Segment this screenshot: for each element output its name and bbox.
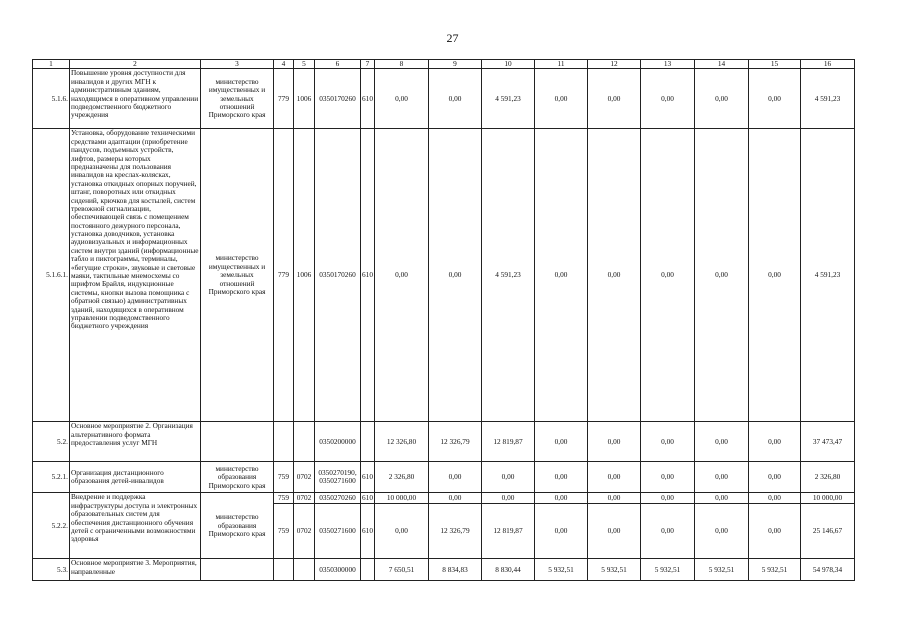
row-org: министерство образования Приморского края <box>201 462 274 493</box>
cell-value: 0,00 <box>375 69 429 129</box>
cell-value: 0,00 <box>482 493 535 504</box>
cell-value: 0,00 <box>429 493 482 504</box>
cell-value: 12 326,80 <box>375 422 429 462</box>
cell-value: 12 326,79 <box>429 504 482 559</box>
cell-value: 5 932,51 <box>588 559 641 581</box>
cell-target-code: 0350270190, 0350271600 <box>315 462 361 493</box>
cell-total: 4 591,23 <box>801 129 855 422</box>
cell-value: 12 819,87 <box>482 422 535 462</box>
column-header: 8 <box>375 60 429 69</box>
cell-target-code: 0350170260 <box>315 69 361 129</box>
column-header: 3 <box>201 60 274 69</box>
cell-section-code: 1006 <box>294 69 315 129</box>
column-header: 12 <box>588 60 641 69</box>
cell-total: 25 146,67 <box>801 504 855 559</box>
cell-value: 0,00 <box>695 69 749 129</box>
cell-value: 0,00 <box>535 504 588 559</box>
row-id: 5.2.2. <box>33 493 70 559</box>
cell-admin-code: 759 <box>274 504 294 559</box>
row-name: Основное мероприятие 3. Мероприятия, направленные <box>70 559 201 581</box>
cell-value: 4 591,23 <box>482 69 535 129</box>
cell-expense-type: 610 <box>361 504 375 559</box>
cell-total: 4 591,23 <box>801 69 855 129</box>
cell-expense-type: 610 <box>361 129 375 422</box>
cell-value: 0,00 <box>535 69 588 129</box>
cell-value: 0,00 <box>588 493 641 504</box>
cell-value: 8 834,83 <box>429 559 482 581</box>
row-org: министерство имущественных и земельных отношений Приморского края <box>201 129 274 422</box>
cell-target-code: 0350270260 <box>315 493 361 504</box>
cell-total: 54 978,34 <box>801 559 855 581</box>
cell-value: 0,00 <box>375 129 429 422</box>
row-org <box>201 559 274 581</box>
table-row <box>33 462 855 493</box>
cell-value: 0,00 <box>482 462 535 493</box>
column-header: 9 <box>429 60 482 69</box>
cell-value: 0,00 <box>588 504 641 559</box>
cell-value: 0,00 <box>695 129 749 422</box>
cell-value: 0,00 <box>429 462 482 493</box>
cell-expense-type <box>361 559 375 581</box>
cell-admin-code <box>274 559 294 581</box>
cell-value: 0,00 <box>641 504 695 559</box>
cell-admin-code: 759 <box>274 462 294 493</box>
cell-value: 0,00 <box>535 462 588 493</box>
row-id: 5.2. <box>33 422 70 462</box>
cell-expense-type: 610 <box>361 462 375 493</box>
cell-target-code: 0350271600 <box>315 504 361 559</box>
column-header: 6 <box>315 60 361 69</box>
cell-value: 0,00 <box>695 462 749 493</box>
column-header: 11 <box>535 60 588 69</box>
column-header: 1 <box>33 60 70 69</box>
column-header: 15 <box>749 60 801 69</box>
cell-value: 12 326,79 <box>429 422 482 462</box>
cell-section-code <box>294 559 315 581</box>
column-header: 16 <box>801 60 855 69</box>
cell-value: 0,00 <box>535 129 588 422</box>
cell-total: 2 326,80 <box>801 462 855 493</box>
cell-value: 0,00 <box>641 69 695 129</box>
row-org: министерство имущественных и земельных отношений Приморского края <box>201 69 274 129</box>
page-number: 27 <box>446 31 459 45</box>
cell-value: 10 000,00 <box>375 493 429 504</box>
cell-value: 0,00 <box>695 422 749 462</box>
cell-section-code <box>294 422 315 462</box>
cell-value: 0,00 <box>749 504 801 559</box>
cell-total: 10 000,00 <box>801 493 855 504</box>
row-org <box>201 422 274 462</box>
table-row <box>33 69 855 129</box>
cell-value: 7 650,51 <box>375 559 429 581</box>
cell-value: 0,00 <box>641 493 695 504</box>
cell-value: 5 932,51 <box>641 559 695 581</box>
cell-section-code: 0702 <box>294 493 315 504</box>
column-header: 13 <box>641 60 695 69</box>
cell-value: 0,00 <box>429 69 482 129</box>
column-header: 5 <box>294 60 315 69</box>
row-name: Основное мероприятие 2. Организация альтернативного формата предоставления услуг МГН <box>70 422 201 462</box>
cell-expense-type: 610 <box>362 493 373 503</box>
table-row <box>33 493 855 504</box>
row-name: Установка, оборудование техническими средствами адаптации (приобретение пандусов, подъемных устройств, лифтов, размеры которых предназначены для пользования инвалидов на креслах-колясках, установка откидных опорных поручней, штанг, поворотных или откидных сидений, крючков для костылей, систем тревожной сигнализации, обеспечивающей связь с помещением постоянного дежурного персонала, установка доводчиков, установка аудиовизуальных и информационных систем внутри зданий (информационные табло и пиктограммы, терминалы, «бегущие строки», звуковые и световые маяки, тактильные мнемосхемы со шрифтом Брайля, индукционные системы, кнопки вызова помощника с обратной связью) административных зданий, находящихся в оперативном управлении подведомственного бюджетного учреждения <box>70 129 201 422</box>
cell-expense-type: 610 <box>361 69 375 129</box>
cell-section-code: 1006 <box>294 129 315 422</box>
row-id: 5.1.6.1. <box>33 129 70 422</box>
cell-value: 0,00 <box>695 504 749 559</box>
cell-value: 4 591,23 <box>482 129 535 422</box>
cell-expense-type <box>361 422 375 462</box>
cell-value: 5 932,51 <box>749 559 801 581</box>
cell-value: 0,00 <box>749 493 801 504</box>
budget-table <box>32 59 855 581</box>
row-name: Организация дистанционного образования детей-инвалидов <box>70 462 201 493</box>
column-header: 2 <box>70 60 201 69</box>
cell-value: 0,00 <box>749 69 801 129</box>
row-name: Внедрение и поддержка инфраструктуры доступа и электронных образовательных систем для обеспечения дистанционного обучения детей с ограниченными возможностями здоровья <box>70 493 201 559</box>
cell-value: 12 819,87 <box>482 504 535 559</box>
cell-value: 0,00 <box>535 422 588 462</box>
column-header: 10 <box>482 60 535 69</box>
cell-value: 0,00 <box>588 422 641 462</box>
column-header: 7 <box>361 60 375 69</box>
cell-admin-code: 779 <box>274 69 294 129</box>
row-id: 5.1.6. <box>33 69 70 129</box>
row-name: Повышение уровня доступности для инвалидов и других МГН к административным зданиям, находящимся в оперативном управлении подведомственного бюджетного учреждения <box>70 69 201 129</box>
cell-value: 0,00 <box>588 69 641 129</box>
cell-value: 0,00 <box>535 493 588 504</box>
cell-value: 0,00 <box>749 129 801 422</box>
cell-total: 37 473,47 <box>801 422 855 462</box>
cell-section-code: 0702 <box>294 462 315 493</box>
cell-value: 0,00 <box>641 129 695 422</box>
cell-value: 5 932,51 <box>695 559 749 581</box>
column-header: 4 <box>274 60 294 69</box>
row-id: 5.2.1. <box>33 462 70 493</box>
table-row <box>33 129 855 422</box>
cell-admin-code <box>274 422 294 462</box>
table-row <box>33 422 855 462</box>
cell-value: 2 326,80 <box>375 462 429 493</box>
cell-target-code: 0350200000 <box>315 422 361 462</box>
column-number-row <box>33 60 855 69</box>
cell-value: 0,00 <box>429 129 482 422</box>
cell-admin-code: 779 <box>274 129 294 422</box>
cell-value: 0,00 <box>588 129 641 422</box>
table-row <box>33 559 855 581</box>
cell-target-code: 0350300000 <box>315 559 361 581</box>
cell-value: 0,00 <box>695 493 749 504</box>
cell-value: 0,00 <box>641 462 695 493</box>
row-org: министерство образования Приморского края <box>201 493 274 559</box>
cell-value: 0,00 <box>641 422 695 462</box>
cell-value: 0,00 <box>749 462 801 493</box>
cell-value: 8 830,44 <box>482 559 535 581</box>
cell-value: 0,00 <box>749 422 801 462</box>
cell-admin-code: 759 <box>274 493 294 504</box>
cell-section-code: 0702 <box>294 504 315 559</box>
cell-target-code: 0350170260 <box>315 129 361 422</box>
cell-value: 5 932,51 <box>535 559 588 581</box>
row-id: 5.3. <box>33 559 70 581</box>
column-header: 14 <box>695 60 749 69</box>
cell-value: 0,00 <box>588 462 641 493</box>
cell-value: 0,00 <box>375 504 429 559</box>
